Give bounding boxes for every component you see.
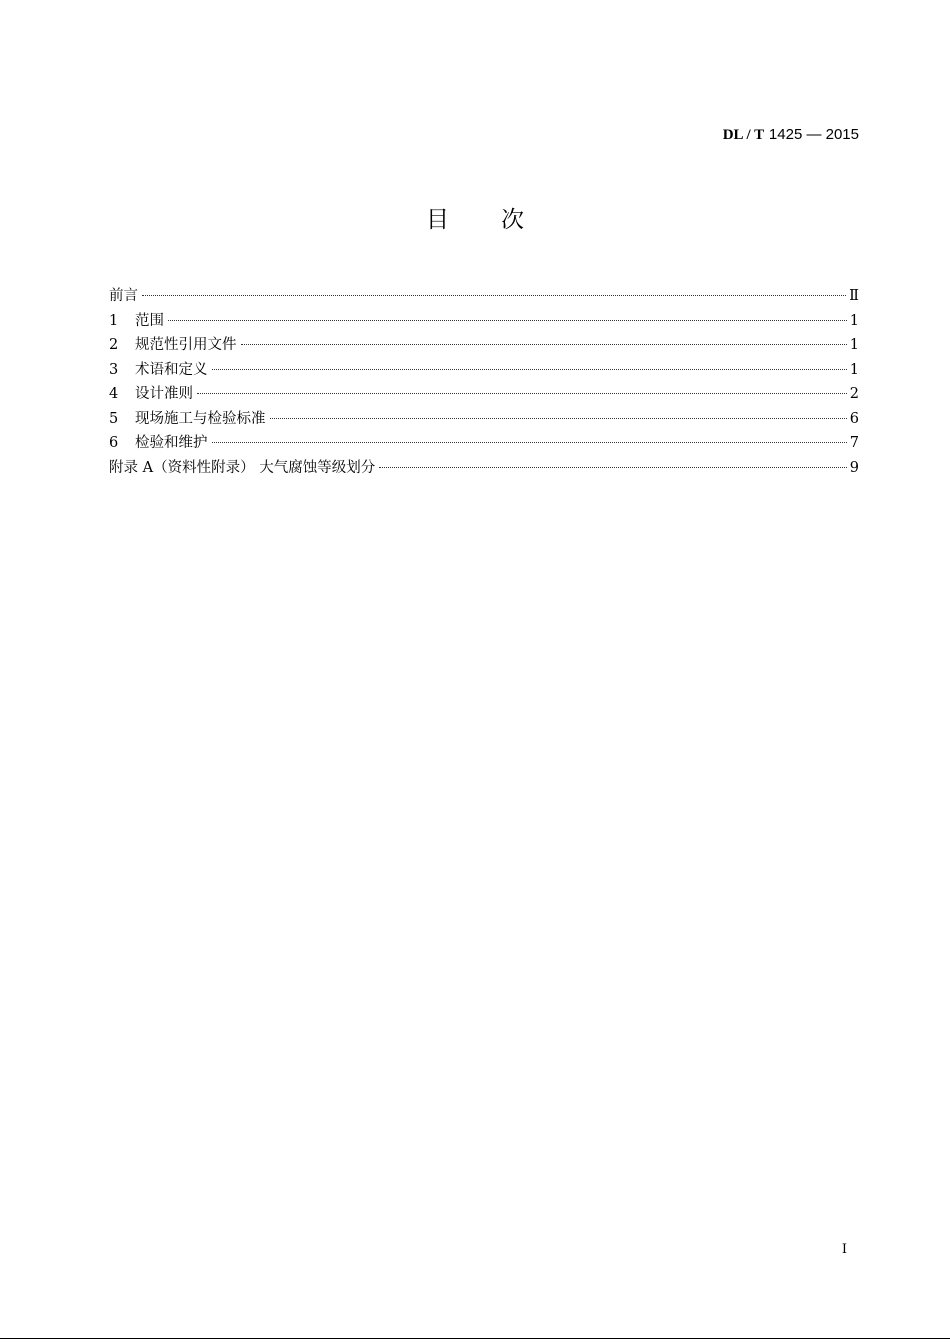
toc-entry-foreword[interactable] xyxy=(109,284,859,309)
toc-dot-leader xyxy=(168,320,847,321)
toc-entry-number: 5 xyxy=(109,410,119,427)
toc-entry-6[interactable] xyxy=(109,431,859,456)
page-title: 目次 xyxy=(426,207,576,233)
toc-entry-appendix-a[interactable] xyxy=(109,456,859,481)
toc-entry-page: Ⅱ xyxy=(849,288,859,304)
toc-entry-page: 1 xyxy=(849,337,859,353)
toc-dot-leader xyxy=(212,369,847,370)
toc-entry-title: 附录 A（资料性附录） 大气腐蚀等级划分 xyxy=(109,459,376,476)
toc-entry-page: 1 xyxy=(849,361,859,378)
toc-dot-leader xyxy=(270,418,847,419)
toc-entry-title: 范围 xyxy=(135,312,164,329)
toc-dot-leader xyxy=(241,344,847,345)
toc-entry-number: 6 xyxy=(109,435,119,451)
toc-dot-leader xyxy=(197,393,847,394)
toc-entry-title: 现场施工与检验标准 xyxy=(135,410,266,427)
toc-entry-page: 6 xyxy=(849,410,859,427)
page-bottom-rule xyxy=(0,1338,950,1339)
standard-code-prefix: DL / T xyxy=(722,127,765,143)
toc-entry-page: 7 xyxy=(849,435,859,451)
page-number: I xyxy=(841,1242,847,1257)
standard-code-number: 1425 — 2015 xyxy=(768,126,859,143)
toc-entry-number: 3 xyxy=(109,361,119,378)
toc-entry-page: 9 xyxy=(849,459,859,476)
toc-entry-title: 检验和维护 xyxy=(135,435,208,451)
toc-entry-title: 规范性引用文件 xyxy=(135,337,237,353)
toc-entry-number: 2 xyxy=(109,337,119,353)
toc-entry-title: 设计准则 xyxy=(135,386,193,402)
toc-entry-title: 前言 xyxy=(109,288,138,304)
toc-entry-title: 术语和定义 xyxy=(135,361,208,378)
toc-entry-page: 2 xyxy=(849,386,859,402)
toc-entry-1[interactable] xyxy=(109,309,859,334)
toc-entry-5[interactable] xyxy=(109,407,859,432)
toc-entry-page: 1 xyxy=(849,312,859,329)
standard-code xyxy=(723,124,859,145)
toc-entry-4[interactable] xyxy=(109,382,859,407)
toc-dot-leader xyxy=(142,295,846,296)
toc-entry-3[interactable] xyxy=(109,358,859,383)
toc-dot-leader xyxy=(379,467,847,468)
toc-entry-number: 1 xyxy=(109,312,119,329)
table-of-contents xyxy=(109,284,859,480)
toc-dot-leader xyxy=(212,442,847,443)
toc-entry-number: 4 xyxy=(109,386,119,402)
toc-entry-2[interactable] xyxy=(109,333,859,358)
